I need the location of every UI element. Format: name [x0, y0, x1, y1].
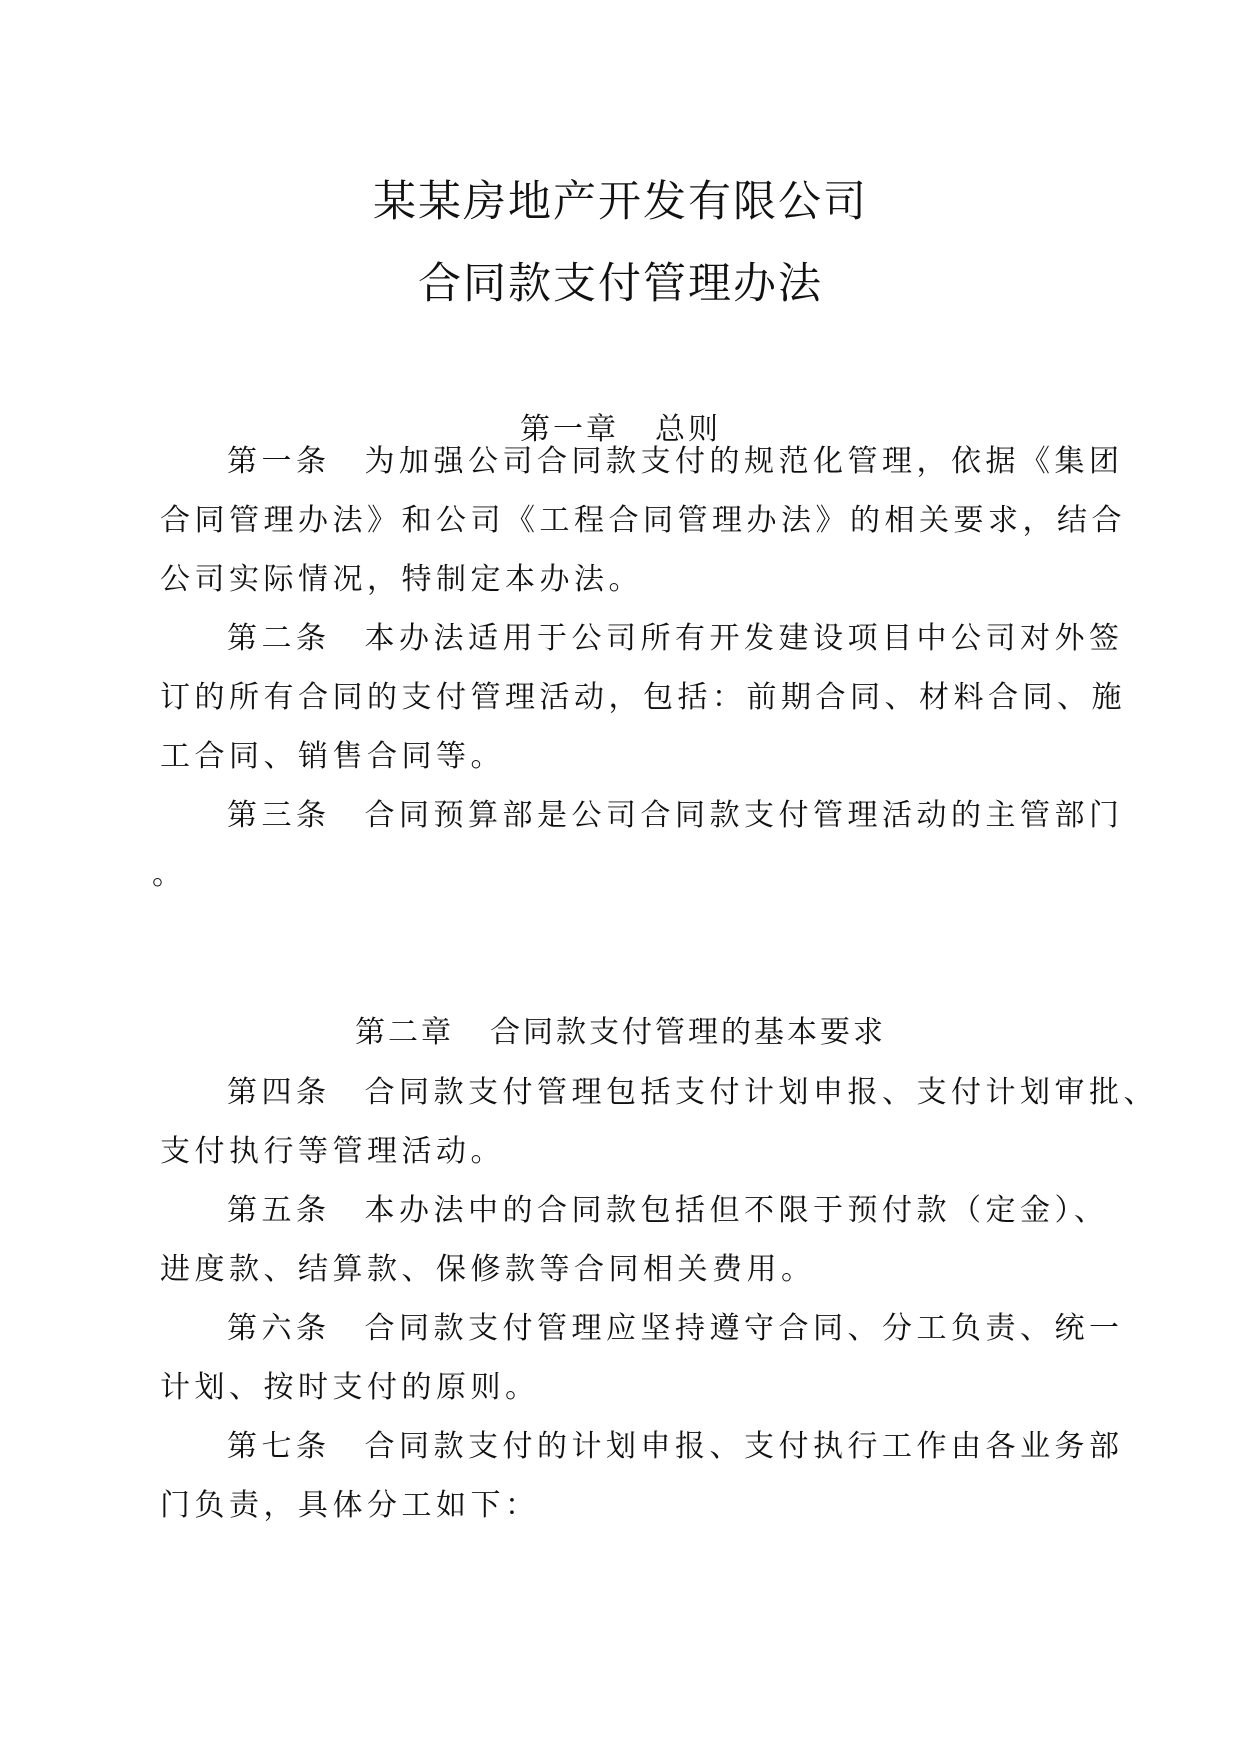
article-5-line-1 — [227, 1191, 1107, 1231]
chapter-name: 合同款支付管理的基本要求 — [490, 1015, 886, 1050]
article-2-line-3: 工合同、销售合同等。 — [160, 739, 505, 774]
article-text: 合同预算部是公司合同款支付管理活动的主管部门 — [364, 798, 1124, 833]
article-3-line-1 — [227, 796, 1124, 836]
document-title-regulation: 合同款支付管理办法 — [418, 259, 823, 309]
article-4-line-1 — [227, 1073, 1158, 1113]
article-number: 第三条 — [227, 798, 331, 833]
article-text: 本办法中的合同款包括但不限于预付款（定金）、 — [364, 1193, 1109, 1228]
article-text: 合同款支付的计划申报、支付执行工作由各业务部 — [364, 1429, 1124, 1464]
chapter-heading-2 — [30, 1013, 1211, 1053]
chapter-name: 总则 — [655, 412, 721, 447]
article-number: 第一条 — [227, 444, 331, 479]
article-number: 第七条 — [227, 1429, 331, 1464]
article-text: 合同款支付管理包括支付计划申报、支付计划审批、 — [364, 1075, 1158, 1110]
article-2-line-1 — [227, 619, 1124, 659]
article-2-line-2: 订的所有合同的支付管理活动，包括：前期合同、材料合同、施 — [160, 680, 1126, 715]
article-number: 第二条 — [227, 621, 331, 656]
chapter-number: 第二章 — [355, 1015, 454, 1050]
document-title-company: 某某房地产开发有限公司 — [373, 177, 868, 227]
chapter-number: 第一章 — [520, 412, 619, 447]
article-6-line-1 — [227, 1309, 1124, 1349]
article-number: 第六条 — [227, 1311, 331, 1346]
article-text: 为加强公司合同款支付的规范化管理，依据《集团 — [364, 444, 1124, 479]
article-text: 合同款支付管理应坚持遵守合同、分工负责、统一 — [364, 1311, 1124, 1346]
article-1-line-1 — [227, 442, 1124, 482]
article-text: 本办法适用于公司所有开发建设项目中公司对外签 — [364, 621, 1124, 656]
article-number: 第四条 — [227, 1075, 331, 1110]
article-7-line-2: 门负责，具体分工如下： — [160, 1488, 540, 1523]
article-7-line-1 — [227, 1427, 1124, 1467]
article-number: 第五条 — [227, 1193, 331, 1228]
article-4-line-2: 支付执行等管理活动。 — [160, 1134, 505, 1169]
article-5-line-2: 进度款、结算款、保修款等合同相关费用。 — [160, 1252, 816, 1287]
article-1-line-2: 合同管理办法》和公司《工程合同管理办法》的相关要求，结合 — [160, 503, 1126, 538]
article-6-line-2: 计划、按时支付的原则。 — [160, 1370, 540, 1405]
article-3-line-2: 。 — [152, 857, 187, 892]
article-1-line-3: 公司实际情况，特制定本办法。 — [160, 562, 643, 597]
